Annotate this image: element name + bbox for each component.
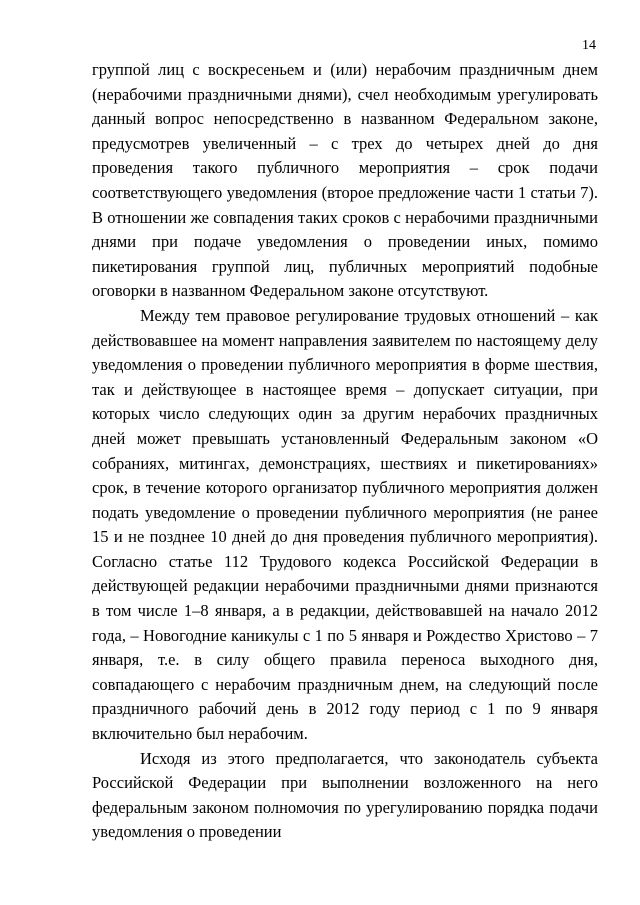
paragraph-1: группой лиц с воскресеньем и (или) нерабочим праздничным днем (нерабочими праздничными днями), счел необходимым урегулировать данный вопрос непосредственно в названном Федеральном законе, предусмотрев увеличенный – с трех до четырех дней до дня проведения такого публичного мероприятия – срок подачи соответствующего уведомления (второе предложение части 1 статьи 7). В отношении же совпадения таких сроков с нерабочими праздничными днями при подаче уведомления о проведении иных, помимо пикетирования группой лиц, публичных мероприятий подобные оговорки в названном Федеральном законе отсутствуют.	[92, 60, 598, 301]
paragraph-2: Между тем правовое регулирование трудовых отношений – как действовавшее на момент направления заявителем по настоящему делу уведомления о проведении публичного мероприятия в форме шествия, так и действующее в настоящее время – допускает ситуации, при которых число следующих один за другим нерабочих праздничных дней может превышать установленный Федеральным законом «О собраниях, митингах, демонстрациях, шествиях и пикетированиях» срок, в течение которого организатор публичного мероприятия должен подать уведомление о проведении публичного мероприятия (не ранее 15 и не позднее 10 дней до дня проведения публичного мероприятия). Согласно статье 112 Трудового кодекса Российской Федерации в действующей редакции нерабочими праздничными днями признаются в том числе 1–8 января, а в редакции, действовавшей на начало 2012 года, – Новогодние каникулы с 1 по 5 января и Рождество Христово – 7 января, т.е. в силу общего правила переноса выходного дня, совпадающего с нерабочим праздничным днем, на следующий после праздничного рабочий день в 2012 году период с 1 по 9 января включительно был нерабочим.	[92, 305, 598, 744]
page-number: 14	[582, 38, 596, 53]
document-body	[92, 58, 598, 845]
paragraph-3: Исходя из этого предполагается, что законодатель субъекта Российской Федерации при выполнении возложенного на него федеральным законом полномочия по урегулированию порядка подачи уведомления о проведении	[92, 748, 598, 842]
